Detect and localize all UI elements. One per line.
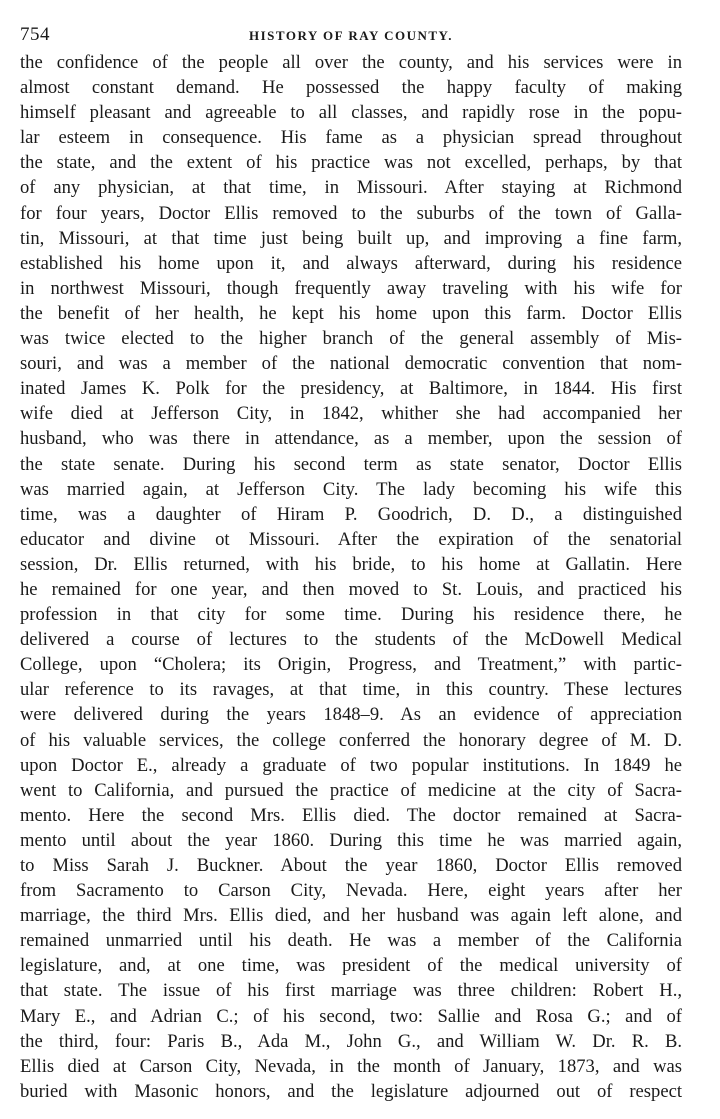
text-line: to Miss Sarah J. Buckner. About the year 1860, Doctor Ellis removed — [20, 855, 682, 876]
book-page — [20, 20, 682, 1104]
text-line: educator and divine ot Missouri. After the expiration of the senatorial — [20, 528, 682, 550]
text-line: buried with Masonic honors, and the legislature adjourned out of respect — [20, 1080, 682, 1102]
text-line: inated James K. Polk for the presidency, at Baltimore, in 1844. His first — [20, 378, 682, 400]
text-line: in northwest Missouri, though frequently away traveling with his wife for — [20, 277, 682, 299]
text-line: husband, who was there in attendance, as a member, upon the session of — [20, 428, 682, 450]
text-line: himself pleasant and agreeable to all classes, and rapidly rose in the popu- — [20, 102, 682, 124]
text-line: wife died at Jefferson City, in 1842, whither she had accompanied her — [20, 403, 682, 425]
text-line: profession in that city for some time. During his residence there, he — [20, 604, 682, 626]
text-line: delivered a course of lectures to the students of the McDowell Medical — [20, 629, 682, 651]
text-line: Mary E., and Adrian C.; of his second, two: Sallie and Rosa G.; and of — [20, 1005, 682, 1027]
text-line: souri, and was a member of the national democratic convention that nom- — [20, 353, 682, 375]
text-line: lar esteem in consequence. His fame as a physician spread throughout — [20, 127, 682, 149]
page-number: 754 — [20, 24, 50, 45]
text-line: went to California, and pursued the practice of medicine at the city of Sacra- — [20, 779, 682, 801]
text-line: mento until about the year 1860. During this time he was married again, — [20, 829, 682, 851]
text-line: upon Doctor E., already a graduate of two popular institutions. In 1849 he — [20, 754, 682, 776]
text-line: Ellis died at Carson City, Nevada, in the month of January, 1873, and was — [20, 1055, 682, 1077]
text-line: mento. Here the second Mrs. Ellis died. The doctor remained at Sacra- — [20, 804, 682, 826]
text-line: of his valuable services, the college conferred the honorary degree of M. D. — [20, 729, 682, 751]
text-line: the confidence of the people all over the county, and his services were in — [20, 52, 682, 73]
text-line: for four years, Doctor Ellis removed to the suburbs of the town of Galla- — [20, 202, 682, 224]
text-line: the third, four: Paris B., Ada M., John G., and William W. Dr. R. B. — [20, 1030, 682, 1052]
text-line: tin, Missouri, at that time just being built up, and improving a fine farm, — [20, 227, 682, 249]
text-line: legislature, and, at one time, was president of the medical university of — [20, 955, 682, 977]
text-line: the state senate. During his second term as state senator, Doctor Ellis — [20, 453, 682, 475]
page-header — [20, 20, 682, 46]
text-line: marriage, the third Mrs. Ellis died, and her husband was again left alone, and — [20, 905, 682, 927]
text-line: the benefit of her health, he kept his home upon this farm. Doctor Ellis — [20, 302, 682, 324]
text-line: of any physician, at that time, in Missouri. After staying at Richmond — [20, 177, 682, 199]
text-line: were delivered during the years 1848–9. As an evidence of appreciation — [20, 704, 682, 726]
text-line: was married again, at Jefferson City. The lady becoming his wife this — [20, 478, 682, 500]
body-text — [20, 50, 682, 1104]
text-line: almost constant demand. He possessed the happy faculty of making — [20, 77, 682, 99]
text-line: College, upon “Cholera; its Origin, Progress, and Treatment,” with partic- — [20, 654, 682, 676]
text-line: session, Dr. Ellis returned, with his bride, to his home at Gallatin. Here — [20, 553, 682, 575]
text-line: established his home upon it, and always afterward, during his residence — [20, 252, 682, 274]
text-line: ular reference to its ravages, at that time, in this country. These lectures — [20, 679, 682, 701]
text-line: from Sacramento to Carson City, Nevada. Here, eight years after her — [20, 880, 682, 902]
text-line: remained unmarried until his death. He was a member of the California — [20, 930, 682, 952]
text-line: the state, and the extent of his practice was not excelled, perhaps, by that — [20, 152, 682, 174]
text-line: he remained for one year, and then moved to St. Louis, and practiced his — [20, 578, 682, 600]
text-line: was twice elected to the higher branch of the general assembly of Mis- — [20, 328, 682, 350]
text-line: time, was a daughter of Hiram P. Goodrich, D. D., a distinguished — [20, 503, 682, 525]
running-head: HISTORY OF RAY COUNTY. — [249, 28, 453, 43]
text-line: that state. The issue of his first marriage was three children: Robert H., — [20, 980, 682, 1002]
